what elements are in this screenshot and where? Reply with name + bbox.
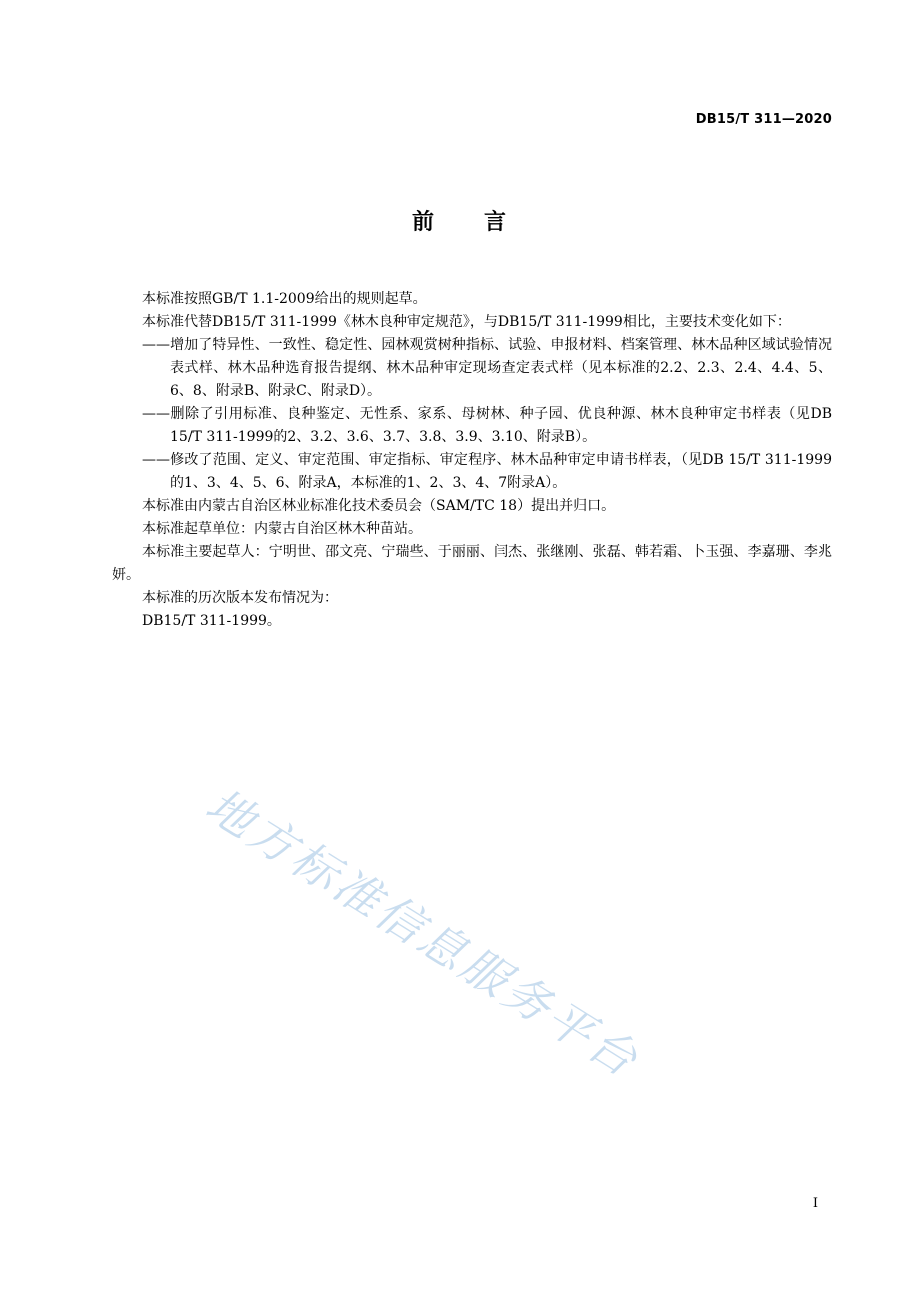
- paragraph-drafting-unit: 本标准起草单位：内蒙古自治区林木种苗站。: [142, 521, 422, 537]
- page-number: I: [812, 1196, 818, 1211]
- paragraph-drafting-rules: 本标准按照GB/T 1.1-2009给出的规则起草。: [142, 291, 427, 307]
- list-item-added: ——增加了特异性、一致性、稳定性、园林观赏树种指标、试验、申报材料、档案管理、林木品种区域试验情况表式样、林木品种选育报告提纲、林木品种审定现场查定表式样（见本标准的2.2、2.3、2.4、4.4、5、6、8、附录B、附录C、附录D）。: [142, 337, 832, 399]
- page-title: 前 言: [411, 210, 508, 235]
- paragraph-replacement: 本标准代替DB15/T 311-1999《林木良种审定规范》，与DB15/T 311-1999相比，主要技术变化如下：: [142, 314, 791, 330]
- paragraph-history-version: DB15/T 311-1999。: [142, 613, 281, 629]
- paragraph-history-intro: 本标准的历次版本发布情况为：: [142, 590, 338, 606]
- foreword-body: [112, 288, 832, 633]
- paragraph-proposer: 本标准由内蒙古自治区林业标准化技术委员会（SAM/TC 18）提出并归口。: [142, 498, 616, 514]
- list-item-deleted: ——删除了引用标准、良种鉴定、无性系、家系、母树林、种子园、优良种源、林木良种审定书样表（见DB 15/T 311-1999的2、3.2、3.6、3.7、3.8、3.9、3.10、附录B）。: [142, 406, 832, 445]
- paragraph-drafters: 本标准主要起草人：宁明世、邵文亮、宁瑞些、于丽丽、闫杰、张继刚、张磊、韩若霜、卜玉强、李嘉珊、李兆妍。: [112, 544, 832, 583]
- list-item-modified: ——修改了范围、定义、审定范围、审定指标、审定程序、林木品种审定申请书样表，（见DB 15/T 311-1999的1、3、4、5、6、附录A，本标准的1、2、3、4、7附录A）。: [142, 452, 832, 491]
- standard-code: DB15/T 311—2020: [695, 112, 832, 127]
- watermark: 地方标准信息服务平台: [196, 777, 650, 1089]
